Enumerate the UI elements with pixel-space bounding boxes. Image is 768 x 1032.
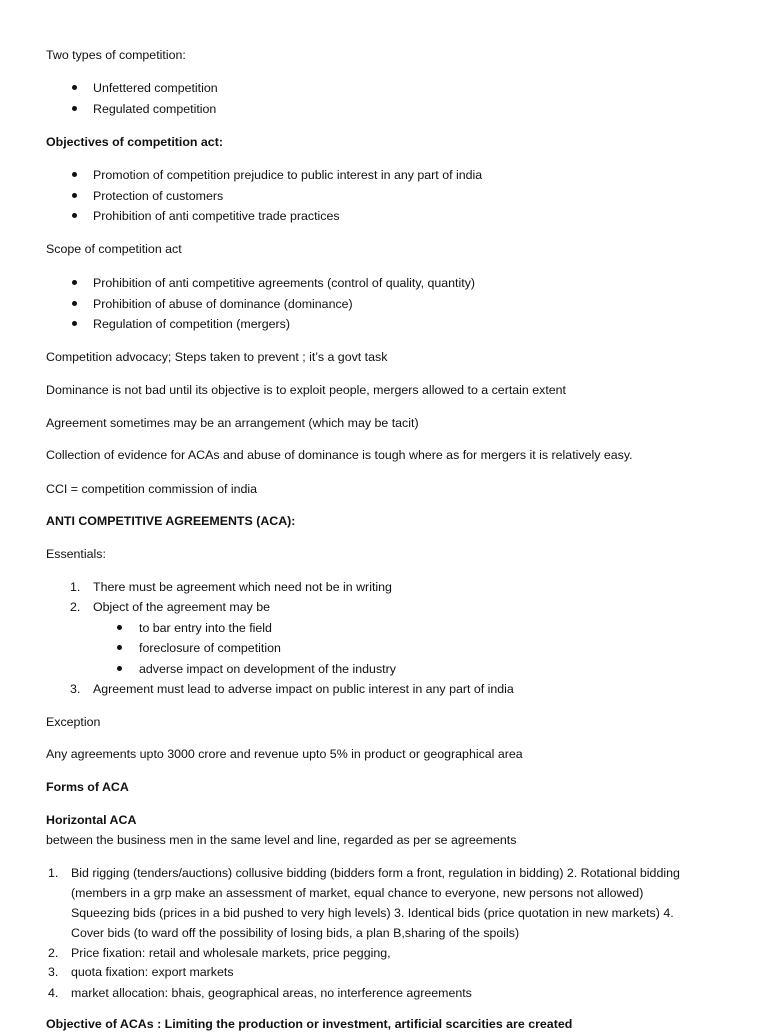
list-item: Promotion of competition prejudice to public interest in any part of india (93, 168, 483, 182)
list-number: 4. (48, 986, 59, 1000)
paragraph: Any agreements upto 3000 crore and revenue upto 5% in product or geographical area (46, 747, 523, 761)
bullet-icon (117, 625, 122, 630)
list-item-line: Price fixation: retail and wholesale markets, price pegging, (71, 946, 391, 960)
list-item: Agreement must lead to adverse impact on public interest in any part of india (93, 682, 514, 696)
list-item-line: Cover bids (to ward off the possibility of losing bids, a plan B,sharing of the spoils) (71, 926, 520, 940)
list-number: 2. (70, 600, 81, 614)
paragraph: Collection of evidence for ACAs and abuse of dominance is tough where as for mergers it is relatively easy. (46, 448, 633, 462)
list-item: There must be agreement which need not be in writing (93, 580, 392, 594)
sub-list-item: to bar entry into the field (139, 621, 272, 635)
list-item: Unfettered competition (93, 81, 218, 95)
list-number: 3. (70, 682, 81, 696)
bullet-icon (117, 645, 122, 650)
list-number: 3. (48, 965, 59, 979)
list-item: Regulated competition (93, 102, 217, 116)
bullet-icon (72, 106, 77, 111)
bullet-icon (117, 666, 122, 671)
list-number: 1. (48, 866, 59, 880)
paragraph: Dominance is not bad until its objective is to exploit people, mergers allowed to a certain extent (46, 383, 567, 397)
paragraph: CCI = competition commission of india (46, 482, 258, 496)
sub-list-item: adverse impact on development of the industry (139, 662, 396, 676)
list-item: Regulation of competition (mergers) (93, 317, 290, 331)
list-item-line: Bid rigging (tenders/auctions) collusive bidding (bidders form a front, regulation in bidding) 2. Rotational bidding (71, 866, 680, 880)
list-item-line: market allocation: bhais, geographical areas, no interference agreements (71, 986, 472, 1000)
list-item-line: quota fixation: export markets (71, 965, 234, 979)
section-heading: Objectives of competition act: (46, 135, 223, 149)
list-item: Prohibition of anti competitive agreements (control of quality, quantity) (93, 276, 476, 290)
section-heading: Two types of competition: (46, 48, 186, 62)
paragraph: Agreement sometimes may be an arrangement (which may be tacit) (46, 416, 419, 430)
sub-list-item: foreclosure of competition (139, 641, 281, 655)
paragraph: between the business men in the same level and line, regarded as per se agreements (46, 833, 517, 847)
list-number: 1. (70, 580, 81, 594)
list-item: Object of the agreement may be (93, 600, 271, 614)
bullet-icon (72, 301, 77, 306)
list-number: 2. (48, 946, 59, 960)
cutoff-paragraph: Objective of ACAs : Limiting the production or investment, artificial scarcities are created (46, 1017, 573, 1031)
section-heading: Scope of competition act (46, 242, 182, 256)
list-item: Protection of customers (93, 189, 224, 203)
list-item-line: Squeezing bids (prices in a bid pushed to very high levels) 3. Identical bids (price quotation in new markets) 4. (71, 906, 674, 920)
list-item: Prohibition of anti competitive trade practices (93, 209, 340, 223)
list-item: Prohibition of abuse of dominance (dominance) (93, 297, 353, 311)
bullet-icon (72, 172, 77, 177)
list-item-line: (members in a grp make an assessment of market, equal chance to everyone, new persons not allowed) (71, 886, 644, 900)
bullet-icon (72, 213, 77, 218)
section-heading: ANTI COMPETITIVE AGREEMENTS (ACA): (46, 514, 296, 528)
bullet-icon (72, 280, 77, 285)
paragraph: Competition advocacy; Steps taken to prevent ; it’s a govt task (46, 350, 388, 364)
bullet-icon (72, 85, 77, 90)
bullet-icon (72, 193, 77, 198)
section-heading: Forms of ACA (46, 780, 129, 794)
subheading: Exception (46, 715, 101, 729)
bullet-icon (72, 321, 77, 326)
subheading: Essentials: (46, 547, 106, 561)
subheading: Horizontal ACA (46, 813, 137, 827)
